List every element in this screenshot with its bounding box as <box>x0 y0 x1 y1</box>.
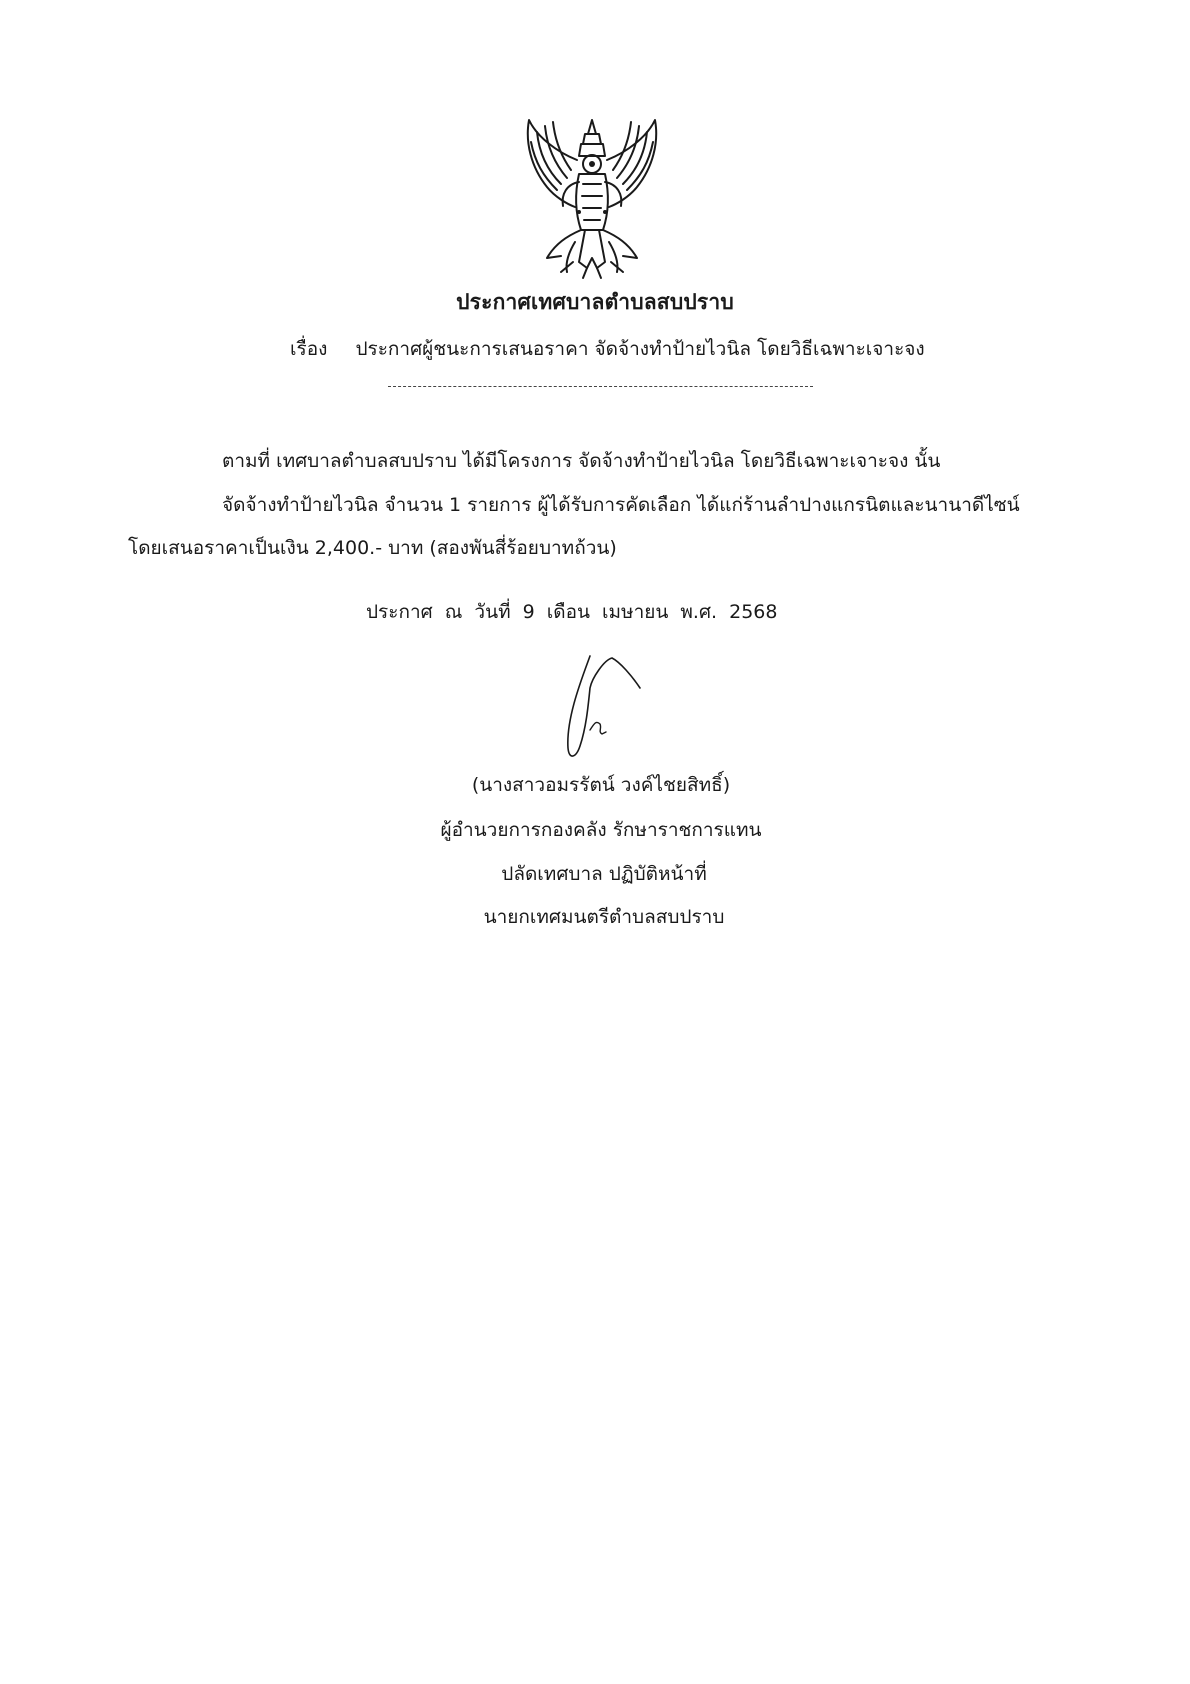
signer-position-1: ผู้อำนวยการกองคลัง รักษาราชการแทน <box>440 819 762 841</box>
body-paragraph-2: จัดจ้างทำป้ายไวนิล จำนวน 1 รายการ ผู้ได้รับการคัดเลือก ได้แก่ร้านลำปางแกรนิตและนานาดีไซน์ <box>222 494 1020 516</box>
signer-position-2: ปลัดเทศบาล ปฏิบัติหน้าที่ <box>501 863 707 885</box>
document-subject <box>290 334 925 364</box>
handwritten-signature-icon <box>560 648 660 768</box>
body-paragraph-3: โดยเสนอราคาเป็นเงิน 2,400.- บาท (สองพันสี่ร้อยบาทถ้วน) <box>128 537 617 559</box>
body-paragraph-1: ตามที่ เทศบาลตำบลสบปราบ ได้มีโครงการ จัดจ้างทำป้ายไวนิล โดยวิธีเฉพาะเจาะจง นั้น <box>222 450 941 472</box>
header-divider <box>388 386 813 388</box>
subject-label: เรื่อง <box>290 338 328 360</box>
garuda-emblem-icon <box>517 112 667 282</box>
announcement-date: ประกาศ ณ วันที่ 9 เดือน เมษายน พ.ศ. 2568 <box>366 601 778 623</box>
document-title: ประกาศเทศบาลตำบลสบปราบ <box>456 290 734 314</box>
signer-position-3: นายกเทศมนตรีตำบลสบปราบ <box>483 906 725 928</box>
subject-text: ประกาศผู้ชนะการเสนอราคา จัดจ้างทำป้ายไวนิล โดยวิธีเฉพาะเจาะจง <box>355 338 925 360</box>
signer-name: (นางสาวอมรรัตน์ วงค์ไชยสิทธิ์) <box>471 774 731 796</box>
